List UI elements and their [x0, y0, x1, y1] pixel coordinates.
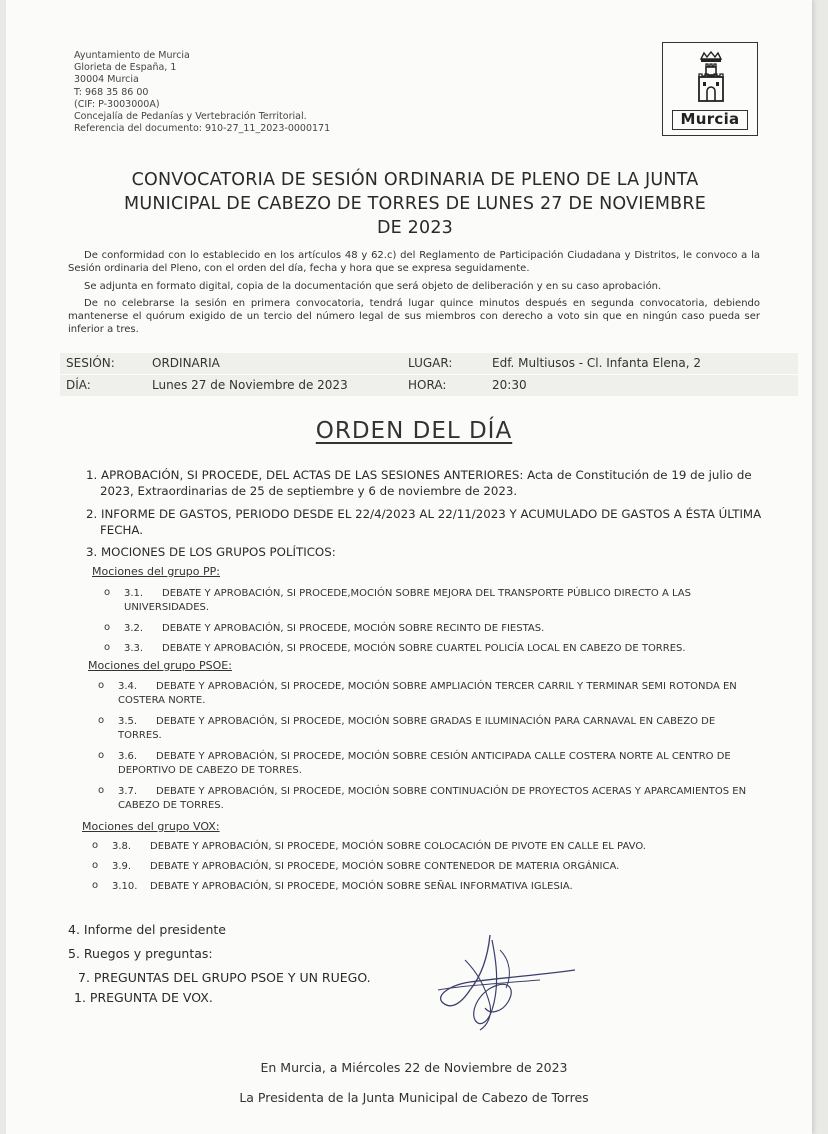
motion-item — [92, 840, 762, 854]
motion-number: 3.1. — [124, 588, 144, 599]
sender-line: T: 968 35 86 00 — [74, 86, 149, 98]
day-label: DÍA: — [66, 378, 91, 392]
day-value: Lunes 27 de Noviembre de 2023 — [152, 378, 348, 392]
bullet-icon: o — [98, 785, 105, 796]
sender-line: Referencia del documento: 910-27_11_2023-0000171 — [74, 123, 331, 135]
agenda-line: 1. APROBACIÓN, SI PROCEDE, DEL ACTAS DE LAS SESIONES ANTERIORES: Acta de Constitución de 19 de julio de — [86, 468, 752, 482]
bullet-icon: o — [104, 622, 111, 633]
castle-crown-icon — [693, 51, 729, 107]
intro-paragraph: Se adjunta en formato digital, copia de la documentación que será objeto de deliberación y en su caso aprobación. — [84, 280, 662, 292]
motion-item — [98, 715, 768, 742]
order-of-day-title: ORDEN DEL DÍA — [315, 418, 513, 444]
motion-number: 3.6. — [118, 751, 138, 762]
motion-number: 3.2. — [124, 623, 144, 634]
logo-wordmark: Murcia — [672, 110, 748, 130]
motion-item — [98, 785, 778, 812]
title-line: CONVOCATORIA DE SESIÓN ORDINARIA DE PLENO DE LA JUNTA — [131, 170, 699, 190]
motion-number: 3.4. — [118, 681, 138, 692]
agenda-line: 2. INFORME DE GASTOS, PERIODO DESDE EL 22/4/2023 AL 22/11/2023 Y ACUMULADO DE GASTOS A ÉSTA ÚLTIMA — [86, 507, 762, 521]
motion-item — [98, 750, 768, 777]
day-row — [60, 375, 798, 396]
sender-line: Glorieta de España, 1 — [74, 62, 177, 74]
bullet-icon: o — [92, 880, 99, 891]
sender-address — [74, 50, 330, 135]
motion-number: 3.5. — [118, 716, 138, 727]
place-value: Edf. Multiusos - Cl. Infanta Elena, 2 — [492, 356, 701, 370]
closing-signatory: La Presidenta de la Junta Municipal de Cabezo de Torres — [239, 1090, 589, 1105]
bullet-icon: o — [104, 587, 111, 598]
group-pp-label: Mociones del grupo PP: — [92, 565, 220, 578]
bullet-icon: o — [92, 860, 99, 871]
sender-line: (CIF: P-3003000A) — [74, 98, 160, 110]
motion-text: DEBATE Y APROBACIÓN, SI PROCEDE, MOCIÓN SOBRE CONTENEDOR DE MATERIA ORGÁNICA. — [150, 861, 620, 872]
time-label: HORA: — [408, 378, 447, 392]
place-label: LUGAR: — [408, 356, 453, 370]
agenda-item-3: 3. MOCIONES DE LOS GRUPOS POLÍTICOS: — [86, 545, 336, 559]
agenda-item-2 — [86, 506, 766, 538]
motion-text: TORRES. — [118, 729, 162, 741]
motion-text: UNIVERSIDADES. — [124, 601, 210, 613]
motion-item — [98, 680, 768, 707]
agenda-subitem: 7. PREGUNTAS DEL GRUPO PSOE Y UN RUEGO. — [78, 970, 371, 985]
motion-text: DEBATE Y APROBACIÓN, SI PROCEDE, MOCIÓN SOBRE SEÑAL INFORMATIVA IGLESIA. — [150, 881, 573, 892]
session-label: SESIÓN: — [66, 356, 115, 370]
document-title — [100, 168, 730, 240]
motion-text: CABEZO DE TORRES. — [118, 799, 224, 811]
motion-item — [92, 880, 762, 894]
sender-line: Ayuntamiento de Murcia — [74, 50, 190, 61]
title-line: DE 2023 — [376, 218, 454, 238]
motion-text: DEBATE Y APROBACIÓN, SI PROCEDE,MOCIÓN SOBRE MEJORA DEL TRANSPORTE PÚBLICO DIRECTO A LAS — [162, 588, 691, 599]
handwritten-signature — [430, 930, 590, 1040]
motion-text: DEBATE Y APROBACIÓN, SI PROCEDE, MOCIÓN SOBRE AMPLIACIÓN TERCER CARRIL Y TERMINAR SEMI ROTONDA EN — [156, 681, 737, 692]
agenda-item-4: 4. Informe del presidente — [68, 922, 227, 937]
session-row — [60, 353, 798, 374]
motion-number: 3.7. — [118, 786, 138, 797]
intro-paragraph: De conformidad con lo establecido en los artículos 48 y 62.c) del Reglamento de Participación Ciudadana y Distritos, le convoco a la Sesión ordinaria del Pleno, con el orden del día, fecha y hora que se expresa seguidamente. — [68, 250, 760, 274]
motion-text: DEBATE Y APROBACIÓN, SI PROCEDE, MOCIÓN SOBRE RECINTO DE FIESTAS. — [162, 623, 545, 634]
intro-paragraph: De no celebrarse la sesión en primera convocatoria, tendrá lugar quince minutos después en segunda convocatoria, debiendo mantenerse el quórum exigido de un tercio del número legal de sus miembros con derecho a voto sin que en ningún caso pueda ser inferior a tres. — [68, 298, 760, 335]
murcia-logo — [662, 42, 758, 136]
agenda-item-1 — [86, 467, 766, 499]
motion-item — [104, 587, 764, 614]
motion-text: DEBATE Y APROBACIÓN, SI PROCEDE, MOCIÓN SOBRE CESIÓN ANTICIPADA CALLE COSTERA NORTE AL CENTRO DE — [156, 751, 731, 762]
agenda-item-5: 5. Ruegos y preguntas: — [68, 946, 213, 961]
bullet-icon: o — [98, 750, 105, 761]
agenda-line: FECHA. — [100, 523, 143, 537]
session-value: ORDINARIA — [152, 356, 220, 370]
motion-item — [104, 642, 764, 656]
agenda-subitem: 1. PREGUNTA DE VOX. — [74, 990, 213, 1005]
motion-text: DEBATE Y APROBACIÓN, SI PROCEDE, MOCIÓN SOBRE CUARTEL POLICÍA LOCAL EN CABEZO DE TORRES. — [162, 643, 686, 654]
motion-item — [92, 860, 762, 874]
motion-number: 3.8. — [112, 841, 132, 852]
bullet-icon: o — [92, 840, 99, 851]
sender-line: 30004 Murcia — [74, 74, 139, 86]
time-value: 20:30 — [492, 378, 527, 392]
group-psoe-label: Mociones del grupo PSOE: — [88, 659, 232, 672]
motion-item — [104, 622, 764, 636]
bullet-icon: o — [98, 715, 105, 726]
motion-text: DEBATE Y APROBACIÓN, SI PROCEDE, MOCIÓN SOBRE CONTINUACIÓN DE PROYECTOS ACERAS Y APARCAMIENTOS EN — [156, 786, 747, 797]
motion-text: DEPORTIVO DE CABEZO DE TORRES. — [118, 764, 302, 776]
motion-text: DEBATE Y APROBACIÓN, SI PROCEDE, MOCIÓN SOBRE COLOCACIÓN DE PIVOTE EN CALLE EL PAVO. — [150, 841, 646, 852]
motion-number: 3.10. — [112, 881, 138, 892]
intro-text — [68, 250, 760, 342]
agenda-line: 2023, Extraordinarias de 25 de septiembre y 6 de noviembre de 2023. — [100, 484, 518, 498]
motion-text: DEBATE Y APROBACIÓN, SI PROCEDE, MOCIÓN SOBRE GRADAS E ILUMINACIÓN PARA CARNAVAL EN CABEZO DE — [156, 716, 716, 727]
bullet-icon: o — [98, 680, 105, 691]
bullet-icon: o — [104, 642, 111, 653]
group-vox-label: Mociones del grupo VOX: — [82, 820, 220, 833]
motion-text: COSTERA NORTE. — [118, 694, 206, 706]
title-line: MUNICIPAL DE CABEZO DE TORRES DE LUNES 27 DE NOVIEMBRE — [124, 194, 706, 214]
closing-place-date: En Murcia, a Miércoles 22 de Noviembre de 2023 — [260, 1060, 568, 1075]
motion-number: 3.9. — [112, 861, 132, 872]
sender-line: Concejalía de Pedanías y Vertebración Territorial. — [74, 111, 307, 123]
motion-number: 3.3. — [124, 643, 144, 654]
